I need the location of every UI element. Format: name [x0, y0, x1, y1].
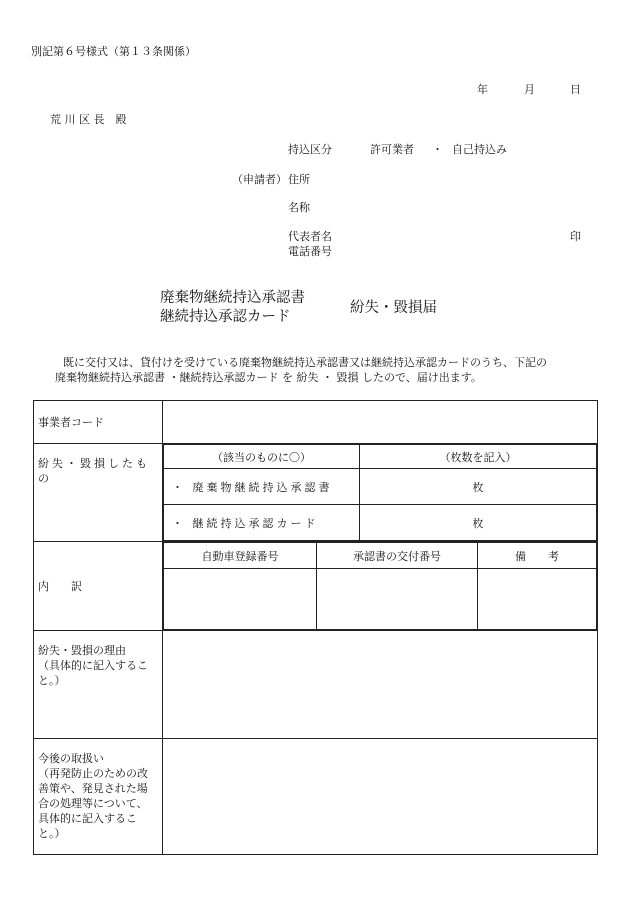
- breakdown-grid: [163, 542, 597, 630]
- reason-field[interactable]: [163, 631, 598, 739]
- reason-label-cell: [34, 631, 163, 739]
- future-handling-note: （再発防止のための改善策や、発見された場合の処理等について、具体的に記入すること。）: [38, 767, 148, 840]
- report-table: [33, 400, 598, 855]
- phone-label: 電話番号: [288, 245, 332, 258]
- intro-line-2: 廃棄物継続持込承認書 ・継続持込承認カード を 紛失 ・ 毀損 したので、届け出ます。: [55, 371, 482, 384]
- issue-number-field[interactable]: [317, 569, 478, 630]
- business-code-label: 事業者コード: [34, 401, 163, 444]
- lost-items-grid: [163, 444, 597, 541]
- lost-items-cell: [163, 444, 598, 542]
- col-vehicle-header: 自動車登録番号: [164, 543, 317, 569]
- lost-items-label-cell: [34, 444, 163, 542]
- col-issue-number-header: 承認書の交付番号: [317, 543, 478, 569]
- address-label: 住所: [288, 173, 310, 186]
- vehicle-number-field[interactable]: [164, 569, 317, 630]
- title-suffix: 紛失・毀損届: [350, 300, 437, 316]
- category-label: 持込区分: [288, 143, 332, 156]
- future-label-cell: [34, 739, 163, 855]
- category-separator: ・: [432, 143, 443, 156]
- reason-note: （具体的に記入するこ と。）: [38, 659, 148, 687]
- category-option-self[interactable]: 自己持込み: [452, 143, 507, 156]
- date-day-label: 日: [570, 83, 581, 96]
- seal-label: 印: [570, 230, 581, 243]
- remarks-field[interactable]: [478, 569, 597, 630]
- item-approval-certificate[interactable]: ・ 廃棄物継続持込承認書: [164, 469, 360, 505]
- item-approval-card[interactable]: ・ 継続持込承認カード: [164, 505, 360, 541]
- name-label: 名称: [288, 201, 310, 214]
- business-code-field[interactable]: [163, 401, 598, 444]
- col-remarks-header: 備 考: [478, 543, 597, 569]
- form-reference: 別記第６号様式（第１３条関係）: [31, 45, 196, 58]
- lost-items-label: 紛失・毀損したもの: [38, 457, 150, 485]
- applicant-label: （申請者）: [232, 173, 287, 186]
- future-handling-field[interactable]: [163, 739, 598, 855]
- item-approval-certificate-count[interactable]: 枚: [360, 469, 597, 505]
- future-handling-label: 今後の取扱い: [38, 752, 104, 765]
- addressee: 荒 川 区 長 殿: [50, 113, 127, 126]
- col-applicable-header: （該当のものに〇）: [164, 445, 360, 469]
- intro-line-1: 既に交付又は、貸付けを受けている廃棄物継続持込承認書又は継続持込承認カードのうち、下記の: [63, 356, 547, 369]
- item-approval-card-count[interactable]: 枚: [360, 505, 597, 541]
- category-option-licensed[interactable]: 許可業者: [370, 143, 414, 156]
- date-month-label: 月: [524, 83, 535, 96]
- representative-label: 代表者名: [288, 230, 332, 243]
- col-count-header: （枚数を記入）: [360, 445, 597, 469]
- title-line-1: 廃棄物継続持込承認書: [160, 290, 305, 306]
- breakdown-cell: [163, 542, 598, 631]
- date-year-label: 年: [477, 83, 488, 96]
- breakdown-label: 内 訳: [34, 542, 163, 631]
- reason-label: 紛失・毀損の理由: [38, 644, 126, 657]
- title-line-2: 継続持込承認カード: [160, 309, 291, 325]
